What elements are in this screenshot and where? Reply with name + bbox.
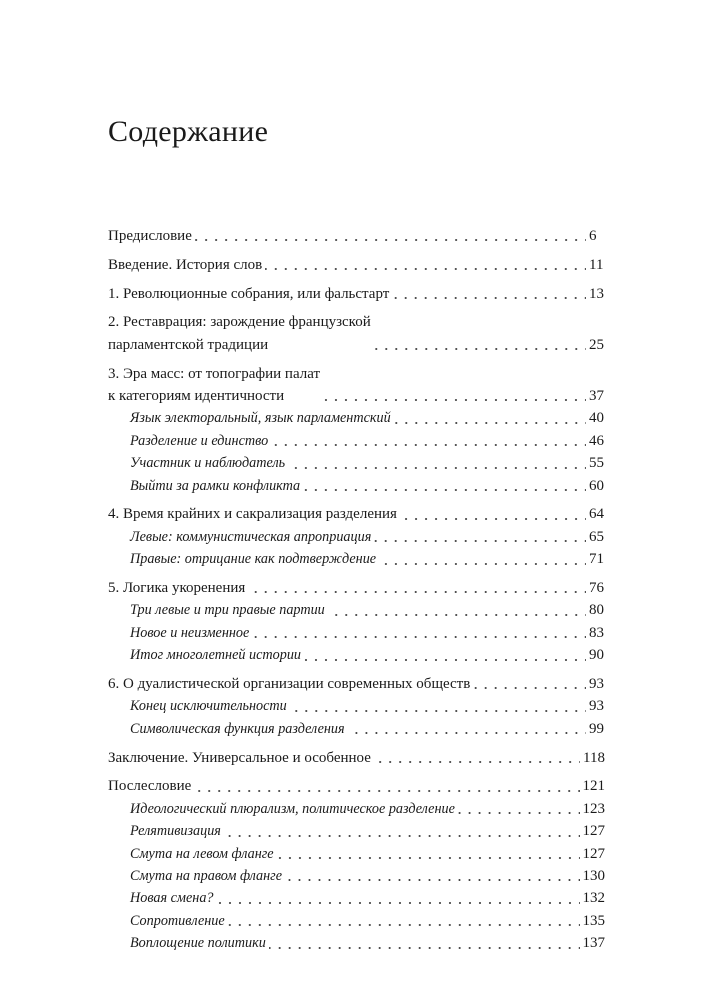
toc-leader-dots (458, 798, 580, 820)
toc-subsection[interactable] (108, 718, 605, 740)
toc-leader-dots (400, 503, 586, 525)
toc-subsection[interactable] (108, 887, 605, 909)
toc-page-number: 90 (589, 647, 604, 664)
toc-entry-title: Три левые и три правые партии (130, 602, 325, 619)
toc-subsection[interactable] (108, 548, 605, 570)
toc-entry-title: 1. Революционные собрания, или фальстарт (108, 285, 390, 302)
toc-page-number: 83 (589, 624, 604, 641)
toc-page-number: 80 (589, 602, 604, 619)
toc-entry-title: Правые: отрицание как подтверждение (130, 551, 377, 568)
toc-leader-dots (195, 225, 586, 247)
toc-page-number: 127 (582, 845, 605, 862)
toc-entry-title: Язык электоральный, язык парламентский (130, 410, 391, 427)
toc-leader-dots (269, 932, 580, 954)
toc-page-number: 46 (589, 432, 604, 449)
toc-leader-dots (224, 820, 580, 842)
toc-chapter[interactable] (108, 363, 605, 408)
toc-subsection[interactable] (108, 843, 605, 865)
toc-leader-dots (288, 452, 586, 474)
toc-subsection[interactable] (108, 910, 605, 932)
toc-leader-dots (285, 865, 579, 887)
toc-leader-dots (394, 407, 586, 429)
toc-leader-dots (374, 526, 586, 548)
toc-leader-dots (374, 334, 586, 356)
toc-leader-dots (277, 843, 580, 865)
toc-page-number: 93 (589, 676, 604, 693)
toc-page-number: 25 (589, 336, 604, 353)
toc-page-number: 121 (582, 778, 605, 795)
toc-entry-title: Новая смена? (130, 890, 214, 907)
toc-subsection[interactable] (108, 644, 605, 666)
toc-page-number: 71 (589, 551, 604, 568)
toc-page-number: 99 (589, 720, 604, 737)
toc-page-number: 65 (589, 528, 604, 545)
toc-entry-title: Релятивизация (130, 823, 221, 840)
toc-page-number: 6 (589, 228, 597, 244)
toc-page-number: 64 (589, 506, 604, 523)
toc-page-number: 130 (582, 868, 605, 885)
toc-entry-title: 6. О дуалистической организации современных обществ (108, 676, 471, 693)
toc-leader-dots (348, 718, 586, 740)
toc-leader-dots (265, 254, 586, 276)
toc-chapter[interactable] (108, 673, 605, 695)
toc-leader-dots (228, 910, 580, 932)
toc-subsection[interactable] (108, 798, 605, 820)
toc-entry-title: Послесловие (108, 778, 192, 795)
toc-subsection[interactable] (108, 865, 605, 887)
toc-entry-title: Предисловие (108, 228, 192, 244)
toc-leader-dots (248, 577, 586, 599)
toc-chapter[interactable] (108, 775, 605, 797)
toc-page-number: 55 (589, 455, 604, 472)
toc-page-number: 93 (589, 698, 604, 715)
toc-entry-title: 4. Время крайних и сакрализация разделения (108, 506, 397, 523)
toc-subsection[interactable] (108, 820, 605, 842)
toc-leader-dots (194, 775, 579, 797)
toc-subsection[interactable] (108, 622, 605, 644)
toc-entry-title: 2. Реставрация: зарождение французской парламентской традиции (108, 314, 371, 353)
toc-leader-dots (303, 475, 586, 497)
toc-subsection[interactable] (108, 430, 605, 452)
toc-entry-title: Введение. История слов (108, 256, 263, 273)
toc-entry-title: Разделение и единство (130, 432, 269, 449)
table-of-contents (108, 225, 605, 955)
toc-subsection[interactable] (108, 475, 605, 497)
toc-entry-title: 5. Логика укоренения (108, 580, 246, 597)
toc-leader-dots (328, 599, 586, 621)
toc-entry-title: Участник и наблюдатель (130, 455, 286, 472)
toc-subsection[interactable] (108, 932, 605, 954)
toc-chapter[interactable] (108, 577, 605, 599)
page-title: Содержание (108, 115, 269, 148)
toc-subsection[interactable] (108, 599, 605, 621)
toc-page-number: 135 (582, 912, 605, 929)
toc-chapter[interactable] (108, 503, 605, 525)
toc-leader-dots (379, 548, 586, 570)
toc-chapter[interactable] (108, 254, 605, 276)
toc-leader-dots (271, 430, 586, 452)
toc-entry-title: Конец исключительности (130, 698, 287, 715)
toc-leader-dots (252, 622, 586, 644)
toc-page-number: 127 (582, 823, 605, 840)
toc-entry-title: Смута на левом фланге (130, 845, 274, 862)
toc-entry-title: Смута на правом фланге (130, 868, 283, 885)
toc-subsection[interactable] (108, 526, 605, 548)
toc-subsection[interactable] (108, 407, 605, 429)
toc-page-number: 137 (582, 935, 605, 952)
toc-leader-dots (217, 888, 580, 910)
toc-leader-dots (304, 644, 586, 666)
toc-leader-dots (473, 673, 586, 695)
toc-page-number: 40 (589, 410, 604, 427)
toc-entry-title: Сопротивление (130, 912, 225, 929)
toc-entry-title: Левые: коммунистическая апроприация (130, 528, 372, 545)
toc-chapter[interactable] (108, 311, 605, 356)
toc-page-number: 60 (589, 477, 604, 494)
toc-entry-title: Заключение. Универсальное и особенное (108, 749, 371, 766)
toc-entry-title: Символическая функция разделения (130, 720, 345, 737)
toc-entry-title: Новое и неизменное (130, 624, 250, 641)
toc-leader-dots (323, 385, 586, 407)
toc-page-number: 123 (582, 800, 605, 817)
toc-page-number: 13 (589, 285, 604, 302)
toc-page-number: 76 (589, 580, 604, 597)
toc-chapter[interactable] (108, 747, 605, 769)
toc-subsection[interactable] (108, 452, 605, 474)
toc-entry-title: Воплощение политики (130, 935, 266, 952)
toc-page-number: 132 (582, 890, 605, 907)
toc-entry-title: Идеологический плюрализм, политическое разделение (130, 800, 455, 817)
toc-leader-dots (290, 695, 586, 717)
toc-leader-dots (374, 747, 580, 769)
toc-page-number: 37 (589, 388, 604, 404)
toc-chapter[interactable] (108, 283, 605, 305)
toc-entry-title: 3. Эра масс: от топографии палат к категориям идентичности (108, 365, 321, 404)
toc-entry-title: Выйти за рамки конфликта (130, 477, 301, 494)
toc-entry-title: Итог многолетней истории (130, 647, 302, 664)
toc-leader-dots (392, 283, 586, 305)
toc-page-number: 118 (583, 749, 605, 766)
toc-page-number: 11 (589, 256, 604, 273)
toc-subsection[interactable] (108, 695, 605, 717)
toc-chapter[interactable] (108, 225, 605, 247)
